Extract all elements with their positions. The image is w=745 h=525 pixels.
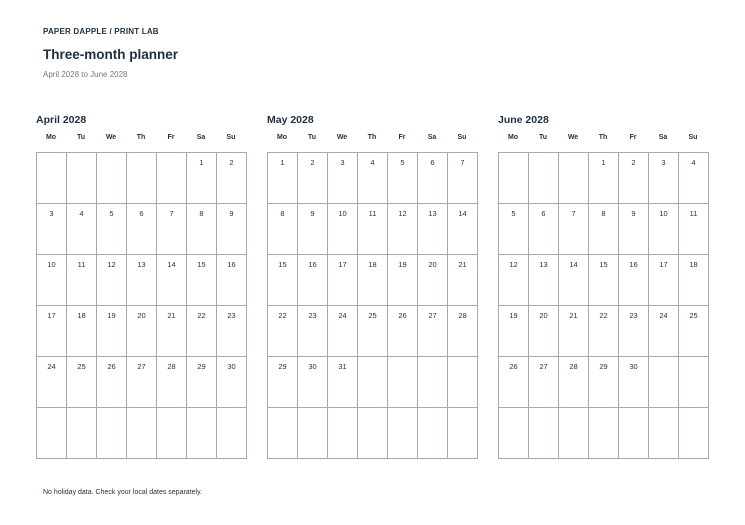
day-cell[interactable]: [418, 153, 448, 204]
day-number: 10: [338, 209, 347, 218]
page-title: Three-month planner: [43, 47, 179, 62]
day-cell[interactable]: [328, 204, 358, 255]
day-number: 16: [308, 260, 317, 269]
day-number: 25: [368, 311, 377, 320]
weekday-header: [498, 134, 709, 152]
month-calendar-may: [267, 113, 478, 459]
day-cell[interactable]: [127, 255, 157, 306]
day-number: 30: [308, 362, 317, 371]
day-cell[interactable]: [679, 204, 709, 255]
day-cell[interactable]: [217, 306, 247, 357]
weekday-label: Sa: [196, 134, 206, 141]
day-number: 1: [199, 158, 204, 167]
empty-day-cell: [388, 408, 418, 459]
day-number: 19: [107, 311, 116, 320]
day-number: 19: [509, 311, 518, 320]
day-number: 18: [689, 260, 698, 269]
day-number: 13: [539, 260, 548, 269]
weekday-label: We: [336, 134, 348, 141]
day-cell[interactable]: [679, 306, 709, 357]
day-number: 12: [398, 209, 407, 218]
empty-day-cell: [67, 408, 97, 459]
day-cell[interactable]: [187, 255, 217, 306]
day-number: 21: [167, 311, 176, 320]
empty-day-cell: [589, 408, 619, 459]
empty-day-cell: [358, 357, 388, 408]
day-cell[interactable]: [67, 204, 97, 255]
day-cell[interactable]: [448, 204, 478, 255]
day-cell[interactable]: [97, 255, 127, 306]
day-number: 13: [428, 209, 437, 218]
day-number: 28: [569, 362, 578, 371]
empty-day-cell: [97, 153, 127, 204]
day-number: 14: [458, 209, 467, 218]
weekday-label: Tu: [76, 134, 86, 141]
day-number: 24: [47, 362, 56, 371]
empty-day-cell: [298, 408, 328, 459]
day-number: 8: [601, 209, 606, 218]
day-cell[interactable]: [268, 153, 298, 204]
day-cell[interactable]: [187, 153, 217, 204]
day-cell[interactable]: [559, 255, 589, 306]
day-cell[interactable]: [187, 204, 217, 255]
empty-day-cell: [529, 153, 559, 204]
day-number: 5: [511, 209, 516, 218]
day-grid: [498, 152, 709, 459]
weekday-label: Fr: [167, 134, 175, 141]
empty-day-cell: [358, 408, 388, 459]
empty-day-cell: [679, 408, 709, 459]
day-cell[interactable]: [388, 306, 418, 357]
empty-day-cell: [448, 408, 478, 459]
day-number: 28: [167, 362, 176, 371]
day-cell[interactable]: [217, 255, 247, 306]
day-cell[interactable]: [358, 153, 388, 204]
empty-day-cell: [418, 357, 448, 408]
day-cell[interactable]: [328, 357, 358, 408]
day-cell[interactable]: [328, 153, 358, 204]
day-cell[interactable]: [157, 357, 187, 408]
day-number: 6: [139, 209, 144, 218]
day-number: 13: [137, 260, 146, 269]
day-cell[interactable]: [37, 204, 67, 255]
day-cell[interactable]: [328, 255, 358, 306]
day-cell[interactable]: [418, 306, 448, 357]
day-cell[interactable]: [157, 204, 187, 255]
day-cell[interactable]: [619, 255, 649, 306]
month-calendar-june: [498, 113, 709, 459]
day-cell[interactable]: [37, 357, 67, 408]
empty-day-cell: [559, 153, 589, 204]
day-cell[interactable]: [418, 255, 448, 306]
day-cell[interactable]: [37, 306, 67, 357]
empty-day-cell: [127, 408, 157, 459]
empty-day-cell: [97, 408, 127, 459]
empty-day-cell: [127, 153, 157, 204]
day-number: 2: [229, 158, 234, 167]
day-number: 30: [629, 362, 638, 371]
day-number: 26: [107, 362, 116, 371]
day-number: 29: [599, 362, 608, 371]
weekday-label: Mo: [45, 134, 57, 141]
weekday-label: Su: [226, 134, 236, 141]
day-number: 22: [278, 311, 287, 320]
day-number: 8: [199, 209, 204, 218]
day-number: 4: [370, 158, 375, 167]
day-number: 16: [227, 260, 236, 269]
day-number: 4: [691, 158, 696, 167]
day-number: 22: [197, 311, 206, 320]
weekday-label: Sa: [427, 134, 437, 141]
empty-day-cell: [217, 408, 247, 459]
day-number: 12: [107, 260, 116, 269]
day-number: 14: [569, 260, 578, 269]
day-number: 27: [137, 362, 146, 371]
day-number: 14: [167, 260, 176, 269]
month-calendar-april: [36, 113, 247, 459]
day-number: 15: [599, 260, 608, 269]
empty-day-cell: [499, 153, 529, 204]
day-number: 17: [47, 311, 56, 320]
day-cell[interactable]: [298, 204, 328, 255]
day-cell[interactable]: [559, 357, 589, 408]
day-number: 19: [398, 260, 407, 269]
day-cell[interactable]: [649, 306, 679, 357]
day-number: 23: [308, 311, 317, 320]
day-cell[interactable]: [358, 204, 388, 255]
day-number: 15: [197, 260, 206, 269]
day-number: 9: [229, 209, 234, 218]
weekday-label: Fr: [629, 134, 637, 141]
day-number: 21: [458, 260, 467, 269]
day-number: 3: [340, 158, 345, 167]
day-number: 9: [310, 209, 315, 218]
day-number: 2: [631, 158, 636, 167]
day-cell[interactable]: [499, 204, 529, 255]
day-number: 15: [278, 260, 287, 269]
day-cell[interactable]: [499, 357, 529, 408]
day-number: 8: [280, 209, 285, 218]
day-number: 22: [599, 311, 608, 320]
day-cell[interactable]: [97, 306, 127, 357]
day-number: 9: [631, 209, 636, 218]
day-cell[interactable]: [217, 357, 247, 408]
empty-day-cell: [649, 357, 679, 408]
day-cell[interactable]: [67, 306, 97, 357]
weekday-label: Th: [598, 134, 608, 141]
day-number: 17: [659, 260, 668, 269]
day-cell[interactable]: [187, 357, 217, 408]
day-number: 26: [398, 311, 407, 320]
day-number: 23: [629, 311, 638, 320]
day-cell[interactable]: [268, 255, 298, 306]
weekday-label: Tu: [307, 134, 317, 141]
day-cell[interactable]: [388, 153, 418, 204]
day-number: 31: [338, 362, 347, 371]
day-number: 26: [509, 362, 518, 371]
day-cell[interactable]: [268, 204, 298, 255]
weekday-label: Mo: [276, 134, 288, 141]
brand-label: PAPER DAPPLE / PRINT LAB: [43, 27, 159, 36]
day-cell[interactable]: [298, 153, 328, 204]
day-number: 11: [368, 209, 377, 218]
day-cell[interactable]: [679, 153, 709, 204]
day-cell[interactable]: [499, 255, 529, 306]
holiday-footnote: No holiday data. Check your local dates separately.: [43, 489, 203, 496]
day-number: 5: [400, 158, 405, 167]
day-number: 20: [428, 260, 437, 269]
day-number: 12: [509, 260, 518, 269]
day-cell[interactable]: [679, 255, 709, 306]
day-number: 5: [109, 209, 114, 218]
empty-day-cell: [679, 357, 709, 408]
day-cell[interactable]: [358, 306, 388, 357]
empty-day-cell: [157, 153, 187, 204]
day-number: 24: [659, 311, 668, 320]
day-number: 3: [49, 209, 54, 218]
weekday-label: Th: [136, 134, 146, 141]
day-cell[interactable]: [97, 357, 127, 408]
day-cell[interactable]: [619, 357, 649, 408]
day-number: 11: [77, 260, 86, 269]
weekday-label: Th: [367, 134, 377, 141]
day-cell[interactable]: [298, 255, 328, 306]
weekday-label: Su: [457, 134, 467, 141]
day-number: 1: [280, 158, 285, 167]
month-title: June 2028: [498, 114, 549, 126]
empty-day-cell: [559, 408, 589, 459]
day-cell[interactable]: [127, 306, 157, 357]
day-cell[interactable]: [268, 357, 298, 408]
day-number: 16: [629, 260, 638, 269]
day-cell[interactable]: [559, 204, 589, 255]
day-number: 28: [458, 311, 467, 320]
day-number: 6: [430, 158, 435, 167]
day-cell[interactable]: [217, 204, 247, 255]
weekday-label: Su: [688, 134, 698, 141]
day-cell[interactable]: [448, 306, 478, 357]
day-number: 27: [428, 311, 437, 320]
empty-day-cell: [499, 408, 529, 459]
day-cell[interactable]: [157, 255, 187, 306]
day-number: 20: [539, 311, 548, 320]
day-grid: [267, 152, 478, 459]
month-title: April 2028: [36, 114, 87, 126]
day-number: 10: [659, 209, 668, 218]
day-cell[interactable]: [217, 153, 247, 204]
day-number: 7: [571, 209, 576, 218]
day-number: 23: [227, 311, 236, 320]
empty-day-cell: [619, 408, 649, 459]
day-cell[interactable]: [97, 204, 127, 255]
day-cell[interactable]: [529, 306, 559, 357]
day-number: 2: [310, 158, 315, 167]
day-cell[interactable]: [448, 153, 478, 204]
day-cell[interactable]: [529, 255, 559, 306]
month-title: May 2028: [267, 114, 314, 126]
weekday-label: Sa: [658, 134, 668, 141]
day-number: 25: [689, 311, 698, 320]
day-number: 7: [460, 158, 465, 167]
day-cell[interactable]: [388, 204, 418, 255]
weekday-label: Mo: [507, 134, 519, 141]
day-cell[interactable]: [157, 306, 187, 357]
weekday-header: [267, 134, 478, 152]
weekday-label: Fr: [398, 134, 406, 141]
day-cell[interactable]: [589, 255, 619, 306]
day-cell[interactable]: [529, 204, 559, 255]
empty-day-cell: [37, 408, 67, 459]
day-cell[interactable]: [67, 357, 97, 408]
empty-day-cell: [418, 408, 448, 459]
day-number: 20: [137, 311, 146, 320]
day-cell[interactable]: [67, 255, 97, 306]
empty-day-cell: [448, 357, 478, 408]
day-number: 27: [539, 362, 548, 371]
day-number: 29: [278, 362, 287, 371]
day-cell[interactable]: [448, 255, 478, 306]
day-number: 11: [689, 209, 698, 218]
day-cell[interactable]: [418, 204, 448, 255]
day-cell[interactable]: [589, 153, 619, 204]
day-cell[interactable]: [559, 306, 589, 357]
day-number: 10: [47, 260, 56, 269]
day-number: 18: [77, 311, 86, 320]
weekday-header: [36, 134, 247, 152]
day-cell[interactable]: [589, 357, 619, 408]
day-cell[interactable]: [127, 204, 157, 255]
day-cell[interactable]: [37, 255, 67, 306]
day-cell[interactable]: [619, 306, 649, 357]
day-cell[interactable]: [499, 306, 529, 357]
weekday-label: We: [567, 134, 579, 141]
day-cell[interactable]: [328, 306, 358, 357]
empty-day-cell: [67, 153, 97, 204]
day-grid: [36, 152, 247, 459]
day-number: 29: [197, 362, 206, 371]
day-number: 21: [569, 311, 578, 320]
empty-day-cell: [37, 153, 67, 204]
day-cell[interactable]: [589, 306, 619, 357]
empty-day-cell: [157, 408, 187, 459]
day-number: 7: [169, 209, 174, 218]
day-number: 4: [79, 209, 84, 218]
day-number: 3: [661, 158, 666, 167]
day-cell[interactable]: [268, 306, 298, 357]
day-cell[interactable]: [298, 357, 328, 408]
day-cell[interactable]: [649, 255, 679, 306]
empty-day-cell: [529, 408, 559, 459]
day-cell[interactable]: [619, 153, 649, 204]
day-cell[interactable]: [358, 255, 388, 306]
day-number: 25: [77, 362, 86, 371]
date-range-subtitle: April 2028 to June 2028: [43, 70, 128, 79]
day-number: 24: [338, 311, 347, 320]
day-number: 30: [227, 362, 236, 371]
empty-day-cell: [187, 408, 217, 459]
weekday-label: We: [105, 134, 117, 141]
day-number: 17: [338, 260, 347, 269]
day-cell[interactable]: [589, 204, 619, 255]
day-number: 18: [368, 260, 377, 269]
day-number: 1: [601, 158, 606, 167]
empty-day-cell: [328, 408, 358, 459]
day-cell[interactable]: [649, 153, 679, 204]
empty-day-cell: [388, 357, 418, 408]
empty-day-cell: [268, 408, 298, 459]
day-cell[interactable]: [298, 306, 328, 357]
day-cell[interactable]: [529, 357, 559, 408]
day-number: 6: [541, 209, 546, 218]
day-cell[interactable]: [127, 357, 157, 408]
day-cell[interactable]: [388, 255, 418, 306]
day-cell[interactable]: [619, 204, 649, 255]
day-cell[interactable]: [187, 306, 217, 357]
day-cell[interactable]: [649, 204, 679, 255]
empty-day-cell: [649, 408, 679, 459]
weekday-label: Tu: [538, 134, 548, 141]
